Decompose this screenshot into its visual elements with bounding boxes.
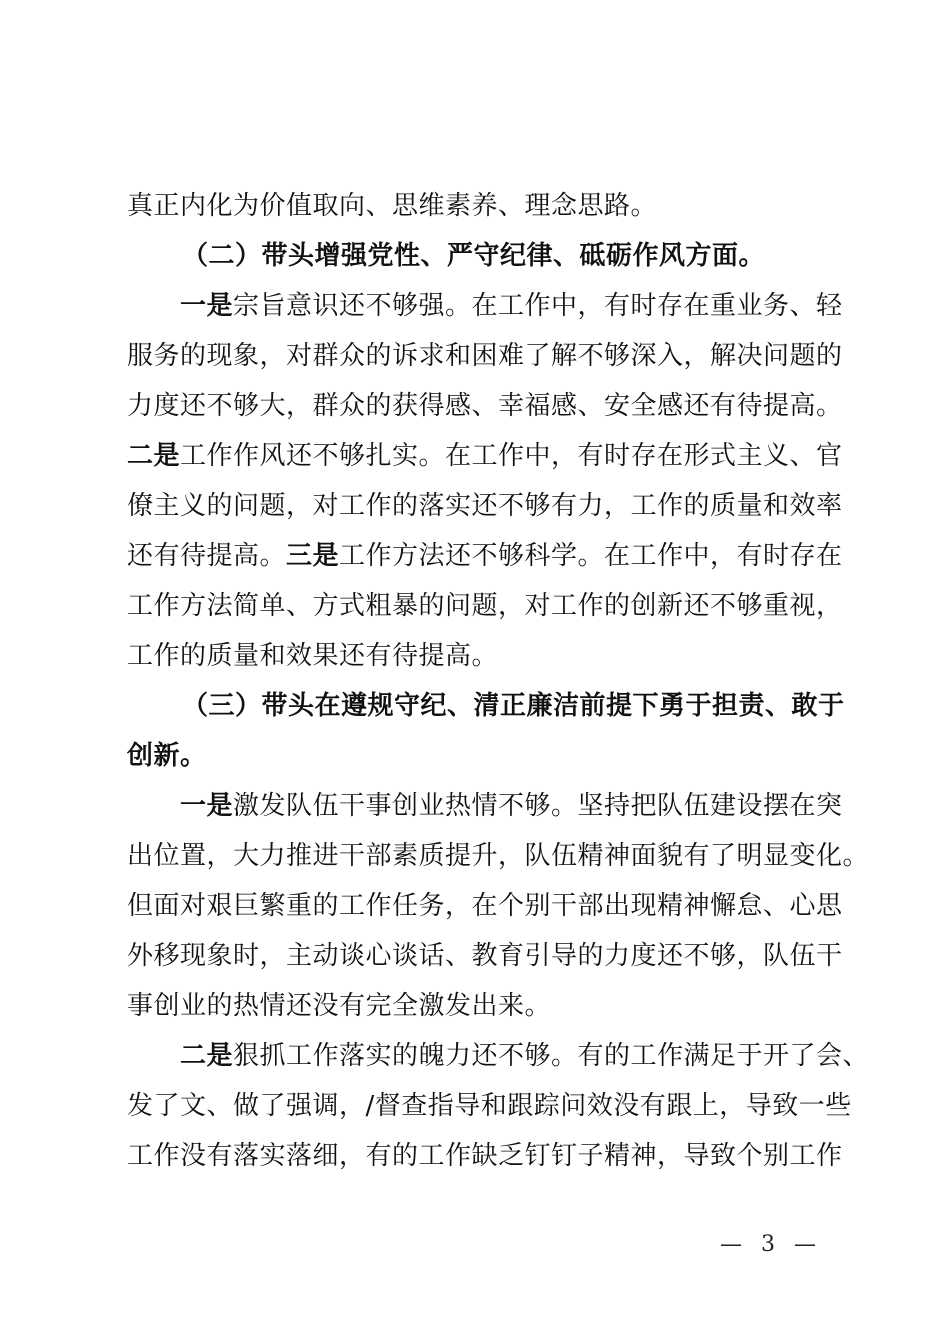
text-line: 外移现象时，主动谈心谈话、教育引导的力度还不够，队伍干	[127, 941, 843, 971]
lead-marker: 三是	[286, 541, 340, 571]
page-number: — 3 —	[720, 1232, 822, 1257]
section-heading-2: （二）带头增强党性、严守纪律、砥砺作风方面。	[182, 241, 766, 271]
text-line: 一是宗旨意识还不够强。在工作中，有时存在重业务、轻	[180, 291, 843, 321]
text-line: 工作方法简单、方式粗暴的问题，对工作的创新还不够重视，	[127, 591, 843, 621]
text-line: 发了文、做了强调，/督查指导和跟踪问效没有跟上，导致一些	[127, 1091, 852, 1121]
lead-marker: 二是	[180, 1041, 234, 1071]
text-line: 力度还不够大，群众的获得感、幸福感、安全感还有待提高。	[127, 391, 843, 421]
text-line: 工作的质量和效果还有待提高。	[127, 641, 499, 671]
text-line: 服务的现象，对群众的诉求和困难了解不够深入，解决问题的	[127, 341, 843, 371]
text-line: 事创业的热情还没有完全激发出来。	[127, 991, 552, 1021]
lead-marker: 二是	[127, 441, 181, 471]
section-heading-3: （三）带头在遵规守纪、清正廉洁前提下勇于担责、敢于	[182, 691, 845, 721]
text-line: 二是狠抓工作落实的魄力还不够。有的工作满足于开了会、	[180, 1041, 870, 1071]
text-line: 还有待提高。三是工作方法还不够科学。在工作中，有时存在	[127, 541, 843, 571]
text-line: 真正内化为价值取向、思维素养、理念思路。	[127, 191, 658, 221]
text-line: 二是工作作风还不够扎实。在工作中，有时存在形式主义、官	[127, 441, 843, 471]
text-line: 一是激发队伍干事创业热情不够。坚持把队伍建设摆在突	[180, 791, 843, 821]
section-heading-3-cont: 创新。	[127, 741, 207, 771]
text-line: 出位置，大力推进干部素质提升，队伍精神面貌有了明显变化。	[127, 841, 870, 871]
text-line: 但面对艰巨繁重的工作任务，在个别干部出现精神懈怠、心思	[127, 891, 843, 921]
lead-marker: 一是	[180, 291, 234, 321]
text-line: 工作没有落实落细，有的工作缺乏钉钉子精神，导致个别工作	[127, 1141, 843, 1171]
text-line: 僚主义的问题，对工作的落实还不够有力，工作的质量和效率	[127, 491, 843, 521]
lead-marker: 一是	[180, 791, 234, 821]
